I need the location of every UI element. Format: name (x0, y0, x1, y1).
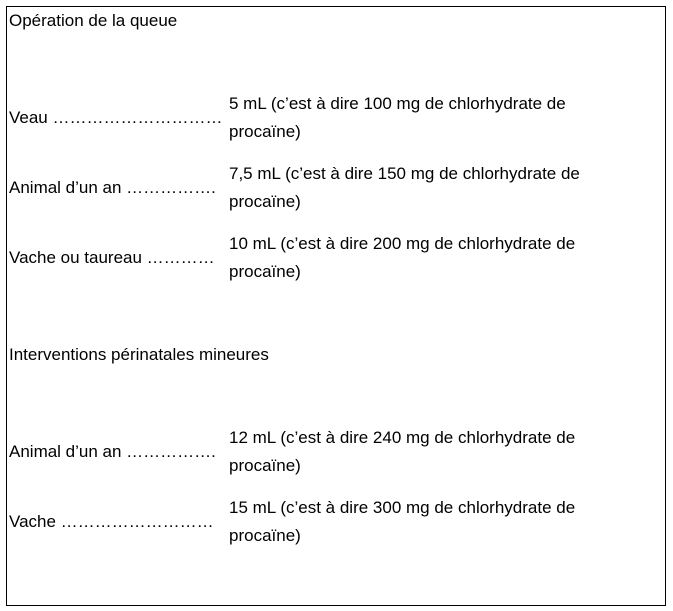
dose-value: 10 mL (c’est à dire 200 mg de chlorhydrate de procaïne) (229, 234, 576, 281)
dosage-row (7, 230, 665, 286)
animal-label: Vache ou taureau ………… (9, 248, 215, 267)
animal-label: Animal d’un an ……………. (9, 178, 216, 197)
dose-value: 5 mL (c’est à dire 100 mg de chlorhydrate de procaïne) (229, 94, 566, 141)
dosage-row (7, 160, 665, 216)
dosage-row (7, 424, 665, 480)
dosage-table-frame (6, 6, 666, 606)
dose-value: 15 mL (c’est à dire 300 mg de chlorhydrate de procaïne) (229, 498, 576, 545)
section-title-queue: Opération de la queue (9, 11, 178, 30)
dose-value: 7,5 mL (c’est à dire 150 mg de chlorhydrate de procaïne) (229, 164, 580, 211)
animal-label: Vache ……………………… (9, 512, 214, 531)
section-title-perinatal: Interventions périnatales mineures (9, 345, 269, 364)
dosage-row (7, 494, 665, 550)
animal-label: Veau ………………………… (9, 108, 223, 127)
dosage-row (7, 90, 665, 146)
animal-label: Animal d’un an ……………. (9, 442, 216, 461)
dose-value: 12 mL (c’est à dire 240 mg de chlorhydrate de procaïne) (229, 428, 576, 475)
